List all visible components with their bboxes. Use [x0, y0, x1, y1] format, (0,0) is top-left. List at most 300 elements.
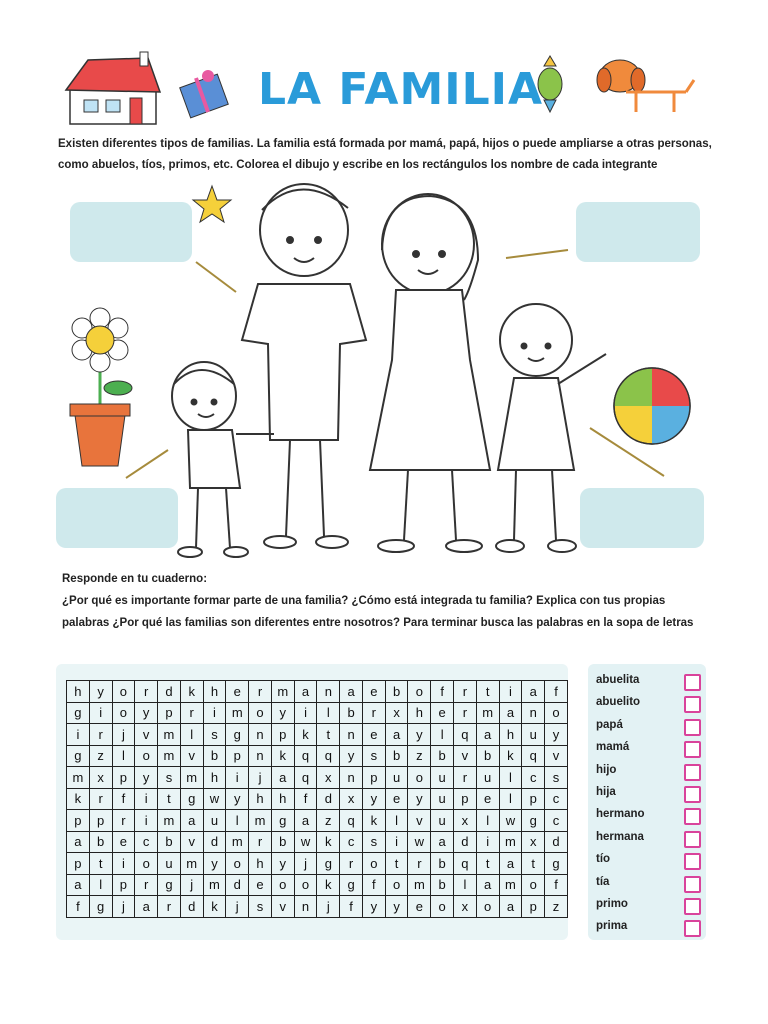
wordsearch-cell[interactable]: m — [226, 702, 249, 724]
wordsearch-cell[interactable]: o — [545, 702, 568, 724]
wordsearch-cell[interactable]: i — [203, 702, 226, 724]
wordsearch-cell[interactable]: t — [317, 724, 340, 746]
wordsearch-cell[interactable]: r — [408, 853, 431, 875]
wordsearch-cell[interactable]: y — [385, 896, 408, 918]
wordsearch-cell[interactable]: l — [180, 724, 203, 746]
wordsearch-cell[interactable]: l — [112, 745, 135, 767]
word-label: abuelita — [596, 674, 640, 686]
wordsearch-cell[interactable]: q — [340, 810, 363, 832]
wordsearch-cell[interactable]: o — [431, 896, 454, 918]
wordsearch-cell[interactable]: j — [112, 896, 135, 918]
wordsearch-cell[interactable]: x — [340, 788, 363, 810]
word-label: hija — [596, 786, 616, 798]
wordsearch-cell[interactable]: y — [340, 745, 363, 767]
wordsearch-cell[interactable]: p — [522, 896, 545, 918]
wordsearch-cell[interactable]: u — [385, 767, 408, 789]
wordsearch-cell[interactable]: y — [203, 853, 226, 875]
word-list-panel — [588, 664, 706, 940]
wordsearch-cell[interactable]: n — [249, 724, 272, 746]
wordsearch-cell[interactable]: a — [499, 853, 522, 875]
wordsearch-cell[interactable]: p — [112, 874, 135, 896]
wordsearch-cell[interactable]: h — [203, 767, 226, 789]
wordsearch-cell[interactable]: c — [340, 831, 363, 853]
wordsearch-row — [67, 788, 568, 810]
wordsearch-cell[interactable]: a — [294, 810, 317, 832]
word-label: abuelito — [596, 696, 641, 709]
wordsearch-cell[interactable]: z — [545, 896, 568, 918]
gift-icon — [180, 70, 229, 118]
wordsearch-cell[interactable]: u — [522, 724, 545, 746]
word-list-item — [596, 829, 702, 849]
wordsearch-cell[interactable]: b — [89, 831, 112, 853]
wordsearch-cell[interactable]: n — [340, 724, 363, 746]
wordsearch-cell[interactable]: h — [408, 702, 431, 724]
word-checkbox[interactable] — [684, 719, 701, 736]
wordsearch-cell[interactable]: e — [362, 724, 385, 746]
wordsearch-cell[interactable]: r — [89, 788, 112, 810]
wordsearch-cell[interactable]: v — [271, 896, 294, 918]
wordsearch-cell[interactable]: y — [408, 724, 431, 746]
wordsearch-cell[interactable]: a — [499, 896, 522, 918]
wordsearch-cell[interactable]: f — [545, 874, 568, 896]
wordsearch-cell[interactable]: e — [112, 831, 135, 853]
word-label: hermano — [596, 808, 645, 821]
wordsearch-cell[interactable]: v — [180, 831, 203, 853]
word-checkbox[interactable] — [684, 831, 701, 848]
wordsearch-cell[interactable]: k — [294, 724, 317, 746]
wordsearch-cell[interactable]: y — [271, 853, 294, 875]
wordsearch-cell[interactable]: x — [454, 810, 477, 832]
word-list-item — [596, 694, 702, 714]
wordsearch-cell[interactable]: f — [431, 681, 454, 703]
wordsearch-cell[interactable]: m — [158, 724, 181, 746]
word-checkbox[interactable] — [684, 696, 701, 713]
wordsearch-cell[interactable]: y — [89, 681, 112, 703]
wordsearch-cell[interactable]: o — [135, 745, 158, 767]
wordsearch-cell[interactable]: a — [67, 874, 90, 896]
wordsearch-cell[interactable]: e — [385, 788, 408, 810]
wordsearch-cell[interactable]: r — [89, 724, 112, 746]
dog-icon — [597, 60, 694, 112]
wordsearch-cell[interactable]: c — [522, 767, 545, 789]
wordsearch-cell[interactable]: u — [431, 788, 454, 810]
word-checkbox[interactable] — [684, 808, 701, 825]
house-icon — [66, 52, 160, 124]
wordsearch-cell[interactable]: g — [317, 853, 340, 875]
wordsearch-cell[interactable]: l — [385, 810, 408, 832]
wordsearch-cell[interactable]: y — [545, 724, 568, 746]
wordsearch-cell[interactable]: g — [180, 788, 203, 810]
wordsearch-cell[interactable]: x — [317, 767, 340, 789]
wordsearch-cell[interactable]: f — [112, 788, 135, 810]
word-label: prima — [596, 920, 628, 933]
wordsearch-cell[interactable]: p — [454, 788, 477, 810]
wordsearch-cell[interactable]: s — [203, 724, 226, 746]
wordsearch-cell[interactable]: e — [431, 702, 454, 724]
wordsearch-cell[interactable]: b — [340, 702, 363, 724]
wordsearch-cell[interactable]: o — [476, 896, 499, 918]
wordsearch-cell[interactable]: p — [112, 767, 135, 789]
wordsearch-cell[interactable]: j — [249, 767, 272, 789]
word-label: hermana — [596, 830, 644, 843]
wordsearch-panel — [56, 664, 568, 940]
wordsearch-row — [67, 724, 568, 746]
wordsearch-cell[interactable]: j — [317, 896, 340, 918]
wordsearch-cell[interactable]: j — [226, 896, 249, 918]
wordsearch-cell[interactable]: p — [67, 853, 90, 875]
wordsearch-cell[interactable]: i — [294, 702, 317, 724]
wordsearch-row — [67, 767, 568, 789]
wordsearch-row — [67, 745, 568, 767]
wordsearch-cell[interactable]: b — [476, 745, 499, 767]
wordsearch-cell[interactable]: g — [271, 810, 294, 832]
wordsearch-cell[interactable]: j — [180, 874, 203, 896]
wordsearch-cell[interactable]: i — [135, 788, 158, 810]
wordsearch-cell[interactable]: a — [476, 874, 499, 896]
wordsearch-cell[interactable]: t — [522, 853, 545, 875]
wordsearch-cell[interactable]: b — [158, 831, 181, 853]
wordsearch-grid — [66, 680, 568, 918]
wordsearch-cell[interactable]: j — [294, 853, 317, 875]
wordsearch-row — [67, 874, 568, 896]
flower-pot-icon — [70, 308, 132, 466]
wordsearch-cell[interactable]: t — [89, 853, 112, 875]
wordsearch-cell[interactable]: b — [431, 874, 454, 896]
wordsearch-cell[interactable]: q — [294, 745, 317, 767]
wordsearch-cell[interactable]: w — [499, 810, 522, 832]
wordsearch-cell[interactable]: r — [454, 702, 477, 724]
word-checkbox[interactable] — [684, 853, 701, 870]
wordsearch-cell[interactable]: c — [545, 788, 568, 810]
wordsearch-cell[interactable]: c — [135, 831, 158, 853]
wordsearch-cell[interactable]: s — [249, 896, 272, 918]
wordsearch-cell[interactable]: p — [362, 767, 385, 789]
wordsearch-cell[interactable]: f — [545, 681, 568, 703]
wordsearch-cell[interactable]: g — [89, 896, 112, 918]
word-label: papá — [596, 718, 623, 731]
wordsearch-cell[interactable]: m — [499, 831, 522, 853]
wordsearch-cell[interactable]: r — [454, 681, 477, 703]
wordsearch-cell[interactable]: o — [249, 702, 272, 724]
wordsearch-cell[interactable]: u — [431, 810, 454, 832]
wordsearch-cell[interactable]: b — [385, 745, 408, 767]
wordsearch-cell[interactable]: q — [294, 767, 317, 789]
wordsearch-cell[interactable]: m — [249, 810, 272, 832]
wordsearch-cell[interactable]: q — [454, 724, 477, 746]
word-list-item — [596, 762, 702, 782]
wordsearch-cell[interactable]: e — [408, 896, 431, 918]
wordsearch-cell[interactable]: k — [271, 745, 294, 767]
wordsearch-cell[interactable]: p — [522, 788, 545, 810]
wordsearch-cell[interactable]: k — [180, 681, 203, 703]
wordsearch-cell[interactable]: c — [545, 810, 568, 832]
wordsearch-cell[interactable]: b — [203, 745, 226, 767]
wordsearch-cell[interactable]: r — [249, 831, 272, 853]
star-icon — [193, 186, 231, 222]
word-list-item — [596, 874, 702, 894]
wordsearch-cell[interactable]: a — [385, 724, 408, 746]
wordsearch-cell[interactable]: a — [135, 896, 158, 918]
wordsearch-cell[interactable]: a — [67, 831, 90, 853]
wordsearch-cell[interactable]: d — [545, 831, 568, 853]
wordsearch-cell[interactable]: y — [362, 788, 385, 810]
wordsearch-cell[interactable]: l — [89, 874, 112, 896]
word-list-item — [596, 806, 702, 826]
wordsearch-cell[interactable]: b — [385, 681, 408, 703]
wordsearch-cell[interactable]: n — [522, 702, 545, 724]
wordsearch-cell[interactable]: g — [226, 724, 249, 746]
wordsearch-cell[interactable]: a — [340, 681, 363, 703]
wordsearch-cell[interactable]: j — [112, 724, 135, 746]
wordsearch-cell[interactable]: o — [522, 874, 545, 896]
wordsearch-cell[interactable]: m — [180, 767, 203, 789]
word-checkbox[interactable] — [684, 764, 701, 781]
name-box-top-right[interactable] — [576, 202, 700, 262]
word-checkbox[interactable] — [684, 876, 701, 893]
wordsearch-cell[interactable]: o — [408, 681, 431, 703]
wordsearch-cell[interactable]: s — [158, 767, 181, 789]
wordsearch-cell[interactable]: r — [340, 853, 363, 875]
wordsearch-cell[interactable]: h — [271, 788, 294, 810]
wordsearch-cell[interactable]: r — [158, 896, 181, 918]
wordsearch-cell[interactable]: u — [203, 810, 226, 832]
wordsearch-cell[interactable]: g — [158, 874, 181, 896]
wordsearch-cell[interactable]: o — [385, 874, 408, 896]
wordsearch-cell[interactable]: l — [499, 767, 522, 789]
wordsearch-cell[interactable]: b — [431, 745, 454, 767]
wordsearch-cell[interactable]: y — [362, 896, 385, 918]
wordsearch-row — [67, 831, 568, 853]
wordsearch-cell[interactable]: i — [67, 724, 90, 746]
wordsearch-cell[interactable]: r — [112, 810, 135, 832]
intro-text: Existen diferentes tipos de familias. La familia está formada por mamá, papá, hijos o puede ampliarse a otras personas, como abuelos, tíos, primos, etc. Colorea el dibujo y escribe en los rectángulos los nombre de cada integrante — [58, 138, 712, 171]
wordsearch-cell[interactable]: m — [158, 810, 181, 832]
wordsearch-cell[interactable]: q — [317, 745, 340, 767]
wordsearch-cell[interactable]: i — [135, 810, 158, 832]
word-checkbox[interactable] — [684, 920, 701, 937]
wordsearch-cell[interactable]: r — [454, 767, 477, 789]
wordsearch-cell[interactable]: l — [226, 810, 249, 832]
wordsearch-cell[interactable]: n — [294, 896, 317, 918]
wordsearch-cell[interactable]: v — [408, 810, 431, 832]
wordsearch-cell[interactable]: e — [226, 681, 249, 703]
wordsearch-cell[interactable]: n — [317, 681, 340, 703]
name-box-bottom-right[interactable] — [580, 488, 704, 548]
wordsearch-cell[interactable]: m — [499, 874, 522, 896]
wordsearch-cell[interactable]: r — [362, 702, 385, 724]
wordsearch-cell[interactable]: a — [499, 702, 522, 724]
wordsearch-cell[interactable]: r — [135, 874, 158, 896]
wordsearch-cell[interactable]: r — [135, 681, 158, 703]
wordsearch-cell[interactable]: p — [226, 745, 249, 767]
wordsearch-cell[interactable]: q — [522, 745, 545, 767]
name-box-bottom-left[interactable] — [56, 488, 178, 548]
ball-icon — [614, 368, 690, 444]
word-label: tío — [596, 853, 611, 866]
wordsearch-cell[interactable]: k — [362, 810, 385, 832]
wordsearch-cell[interactable]: w — [294, 831, 317, 853]
wordsearch-cell[interactable]: l — [454, 874, 477, 896]
wordsearch-cell[interactable]: f — [340, 896, 363, 918]
word-checkbox[interactable] — [684, 674, 701, 691]
wordsearch-cell[interactable]: v — [454, 745, 477, 767]
word-list-item — [596, 672, 702, 692]
wordsearch-cell[interactable]: k — [317, 831, 340, 853]
wordsearch-cell[interactable]: y — [135, 702, 158, 724]
wordsearch-cell[interactable]: a — [476, 724, 499, 746]
wordsearch-cell[interactable]: o — [271, 874, 294, 896]
wordsearch-cell[interactable]: y — [408, 788, 431, 810]
wordsearch-cell[interactable]: x — [454, 896, 477, 918]
wordsearch-row — [67, 853, 568, 875]
wordsearch-cell[interactable]: u — [476, 767, 499, 789]
wordsearch-cell[interactable]: e — [362, 681, 385, 703]
wordsearch-cell[interactable]: h — [203, 681, 226, 703]
wordsearch-cell[interactable]: o — [408, 767, 431, 789]
wordsearch-cell[interactable]: v — [180, 745, 203, 767]
wordsearch-cell[interactable]: k — [317, 874, 340, 896]
wordsearch-cell[interactable]: s — [545, 767, 568, 789]
wordsearch-cell[interactable]: h — [67, 681, 90, 703]
wordsearch-cell[interactable]: u — [431, 767, 454, 789]
wordsearch-cell[interactable]: s — [362, 745, 385, 767]
wordsearch-cell[interactable]: b — [431, 853, 454, 875]
wordsearch-cell[interactable]: x — [385, 702, 408, 724]
wordsearch-cell[interactable]: b — [271, 831, 294, 853]
wordsearch-cell[interactable]: m — [408, 874, 431, 896]
word-list-item — [596, 918, 702, 938]
wordsearch-cell[interactable]: p — [271, 724, 294, 746]
wordsearch-cell[interactable]: r — [180, 702, 203, 724]
wordsearch-cell[interactable]: f — [362, 874, 385, 896]
wordsearch-cell[interactable]: y — [135, 767, 158, 789]
wordsearch-cell[interactable]: a — [294, 681, 317, 703]
wordsearch-cell[interactable]: t — [158, 788, 181, 810]
wordsearch-cell[interactable]: l — [431, 724, 454, 746]
wordsearch-cell[interactable]: l — [476, 810, 499, 832]
questions-lead: Responde en tu cuaderno: — [62, 573, 208, 585]
wordsearch-cell[interactable]: l — [317, 702, 340, 724]
word-list-item — [596, 739, 702, 759]
wordsearch-cell[interactable]: a — [180, 810, 203, 832]
wordsearch-cell[interactable]: a — [431, 831, 454, 853]
wordsearch-cell[interactable]: m — [67, 767, 90, 789]
wordsearch-cell[interactable]: o — [112, 702, 135, 724]
wordsearch-cell[interactable]: p — [158, 702, 181, 724]
wordsearch-cell[interactable]: p — [89, 810, 112, 832]
wordsearch-cell[interactable]: w — [203, 788, 226, 810]
wordsearch-cell[interactable]: m — [180, 853, 203, 875]
wordsearch-cell[interactable]: d — [454, 831, 477, 853]
wordsearch-cell[interactable]: i — [476, 831, 499, 853]
wordsearch-cell[interactable]: k — [499, 745, 522, 767]
word-label: mamá — [596, 741, 630, 754]
word-list-item — [596, 784, 702, 804]
wordsearch-cell[interactable]: f — [294, 788, 317, 810]
wordsearch-cell[interactable]: k — [67, 788, 90, 810]
wordsearch-cell[interactable]: i — [385, 831, 408, 853]
wordsearch-cell[interactable]: d — [158, 681, 181, 703]
word-list-item — [596, 851, 702, 871]
wordsearch-cell[interactable]: g — [522, 810, 545, 832]
page-title: LA FAMILIA — [258, 64, 544, 115]
wordsearch-cell[interactable]: o — [226, 853, 249, 875]
wordsearch-cell[interactable]: g — [67, 745, 90, 767]
wordsearch-cell[interactable]: t — [476, 853, 499, 875]
wordsearch-cell[interactable]: k — [203, 896, 226, 918]
wordsearch-cell[interactable]: y — [226, 788, 249, 810]
wordsearch-cell[interactable]: p — [67, 810, 90, 832]
wordsearch-cell[interactable]: x — [89, 767, 112, 789]
wordsearch-cell[interactable]: u — [158, 853, 181, 875]
wordsearch-cell[interactable]: f — [67, 896, 90, 918]
word-label: primo — [596, 898, 628, 910]
wordsearch-cell[interactable]: y — [271, 702, 294, 724]
wordsearch-cell[interactable]: t — [476, 681, 499, 703]
wordsearch-cell[interactable]: x — [522, 831, 545, 853]
name-box-top-left[interactable] — [70, 202, 192, 262]
wordsearch-cell[interactable]: z — [408, 745, 431, 767]
wordsearch-cell[interactable]: o — [112, 681, 135, 703]
wordsearch-cell[interactable]: a — [522, 681, 545, 703]
word-checkbox[interactable] — [684, 786, 701, 803]
word-checkbox[interactable] — [684, 898, 701, 915]
wordsearch-cell[interactable]: d — [317, 788, 340, 810]
wordsearch-cell[interactable]: i — [499, 681, 522, 703]
wordsearch-cell[interactable]: t — [385, 853, 408, 875]
word-checkbox[interactable] — [684, 741, 701, 758]
questions-block — [62, 568, 708, 634]
wordsearch-cell[interactable]: m — [226, 831, 249, 853]
wordsearch-cell[interactable]: i — [112, 853, 135, 875]
wordsearch-cell[interactable]: h — [249, 853, 272, 875]
wordsearch-cell[interactable]: e — [249, 874, 272, 896]
wordsearch-cell[interactable]: v — [135, 724, 158, 746]
wordsearch-cell[interactable]: o — [135, 853, 158, 875]
wordsearch-cell[interactable]: m — [203, 874, 226, 896]
wordsearch-cell[interactable]: i — [226, 767, 249, 789]
wordsearch-cell[interactable]: z — [89, 745, 112, 767]
wordsearch-cell[interactable]: h — [499, 724, 522, 746]
wordsearch-cell[interactable]: h — [249, 788, 272, 810]
word-list-item — [596, 896, 702, 916]
wordsearch-cell[interactable]: w — [408, 831, 431, 853]
wordsearch-cell[interactable]: n — [340, 767, 363, 789]
wordsearch-cell[interactable]: g — [340, 874, 363, 896]
wordsearch-cell[interactable]: q — [454, 853, 477, 875]
wordsearch-cell[interactable]: e — [476, 788, 499, 810]
wordsearch-cell[interactable]: g — [67, 702, 90, 724]
wordsearch-cell[interactable]: m — [158, 745, 181, 767]
wordsearch-cell[interactable]: g — [545, 853, 568, 875]
wordsearch-cell[interactable]: m — [476, 702, 499, 724]
wordsearch-cell[interactable]: r — [249, 681, 272, 703]
wordsearch-cell[interactable]: l — [499, 788, 522, 810]
wordsearch-cell[interactable]: a — [271, 767, 294, 789]
word-list-item — [596, 717, 702, 737]
wordsearch-cell[interactable]: m — [271, 681, 294, 703]
wordsearch-cell[interactable]: d — [226, 874, 249, 896]
wordsearch-cell[interactable]: v — [545, 745, 568, 767]
wordsearch-cell[interactable]: i — [89, 702, 112, 724]
wordsearch-cell[interactable]: d — [203, 831, 226, 853]
wordsearch-cell[interactable]: s — [362, 831, 385, 853]
wordsearch-cell[interactable]: o — [294, 874, 317, 896]
wordsearch-cell[interactable]: d — [180, 896, 203, 918]
wordsearch-cell[interactable]: n — [249, 745, 272, 767]
wordsearch-cell[interactable]: z — [317, 810, 340, 832]
wordsearch-cell[interactable]: o — [362, 853, 385, 875]
